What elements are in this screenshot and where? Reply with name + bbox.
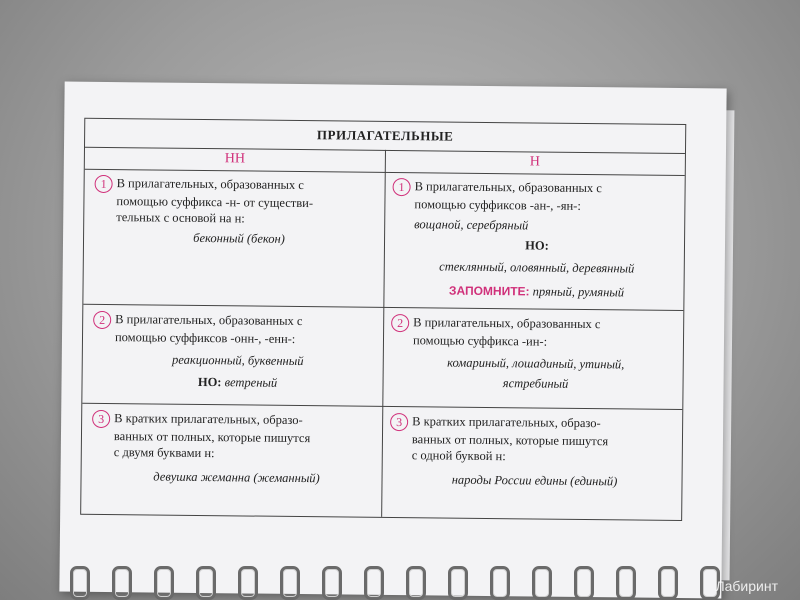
- binding-coil: [406, 566, 426, 600]
- column-header-nn: НН: [224, 151, 246, 167]
- rule-text: с одной буквой н:: [411, 448, 506, 464]
- rule-cell-2-right: [390, 314, 681, 393]
- rule-text: помощью суффикса -н- от существи-: [116, 194, 314, 211]
- rule-text: В кратких прилагательных, образо-: [412, 414, 601, 431]
- rule-number: 1: [95, 175, 113, 193]
- binding-coil: [616, 566, 636, 600]
- rule-cell-3-right: [389, 413, 680, 490]
- rule-text: В прилагательных, образованных с: [413, 315, 601, 332]
- binding-coil: [574, 566, 594, 600]
- rule-number: 2: [391, 314, 409, 332]
- binding-coil: [490, 566, 510, 600]
- column-header-n: Н: [529, 154, 541, 170]
- rule-text: ванных от полных, которые пишутся: [113, 429, 311, 446]
- rule-example: девушка жеманна (жеманный): [153, 469, 320, 486]
- rule-text: помощью суффиксов -онн-, -енн-:: [114, 330, 296, 347]
- binding-coil: [112, 566, 132, 600]
- rules-table: [80, 118, 686, 521]
- remember-words: пряный, румяный: [532, 284, 625, 300]
- rule-cell-2-left: [92, 311, 383, 392]
- rule-number: 3: [390, 413, 408, 431]
- binding-coil: [532, 566, 552, 600]
- rule-text: В прилагательных, образованных с: [116, 176, 304, 193]
- rule-cell-1-right: [391, 178, 682, 301]
- binding-coil: [154, 566, 174, 600]
- rule-number: 3: [92, 410, 110, 428]
- rule-text: с двумя буквами н:: [113, 445, 215, 461]
- binding-coil: [322, 566, 342, 600]
- rule-text: В кратких прилагательных, образо-: [114, 411, 303, 428]
- exception-words: стеклянный, оловянный, деревянный: [439, 259, 635, 276]
- rule-text: помощью суффикса -ин-:: [412, 333, 548, 349]
- rule-text: В прилагательных, образованных с: [115, 312, 303, 329]
- rule-text: В прилагательных, образованных с: [414, 179, 602, 196]
- rule-example: ястребиный: [502, 376, 569, 391]
- binding-coil: [280, 566, 300, 600]
- binding-coil: [658, 566, 678, 600]
- book-page: [59, 82, 726, 599]
- rule-text: помощью суффиксов -ан-, -ян-:: [414, 197, 581, 214]
- rule-example: народы России едины (единый): [451, 472, 618, 489]
- binding-coil: [448, 566, 468, 600]
- exception-label: НО:: [197, 375, 222, 390]
- exception-label: НО:: [525, 238, 549, 253]
- rule-example: вощаной, серебряный: [414, 217, 529, 233]
- binding-coil: [238, 566, 258, 600]
- rule-text: ванных от полных, которые пишутся: [411, 432, 609, 449]
- rule-example: комариный, лошадиный, утиный,: [447, 355, 625, 372]
- table-title: ПРИЛАГАТЕЛЬНЫЕ: [85, 119, 685, 154]
- rule-text: тельных с основой на н:: [116, 210, 245, 226]
- binding-coil: [70, 566, 90, 600]
- remember-label: ЗАПОМНИТЕ:: [448, 283, 530, 299]
- rule-cell-1-left: [94, 175, 385, 248]
- binding-coil: [364, 566, 384, 600]
- rule-number: 2: [93, 311, 111, 329]
- rule-example: беконный (бекон): [193, 231, 285, 246]
- exception-word: ветреный: [224, 375, 278, 390]
- rule-number: 1: [393, 178, 411, 196]
- watermark-logo: Лабиринт: [715, 578, 778, 594]
- binding-coil: [196, 566, 216, 600]
- rule-example: реакционный, букв​енный: [171, 352, 304, 369]
- rule-cell-3-left: [91, 410, 382, 487]
